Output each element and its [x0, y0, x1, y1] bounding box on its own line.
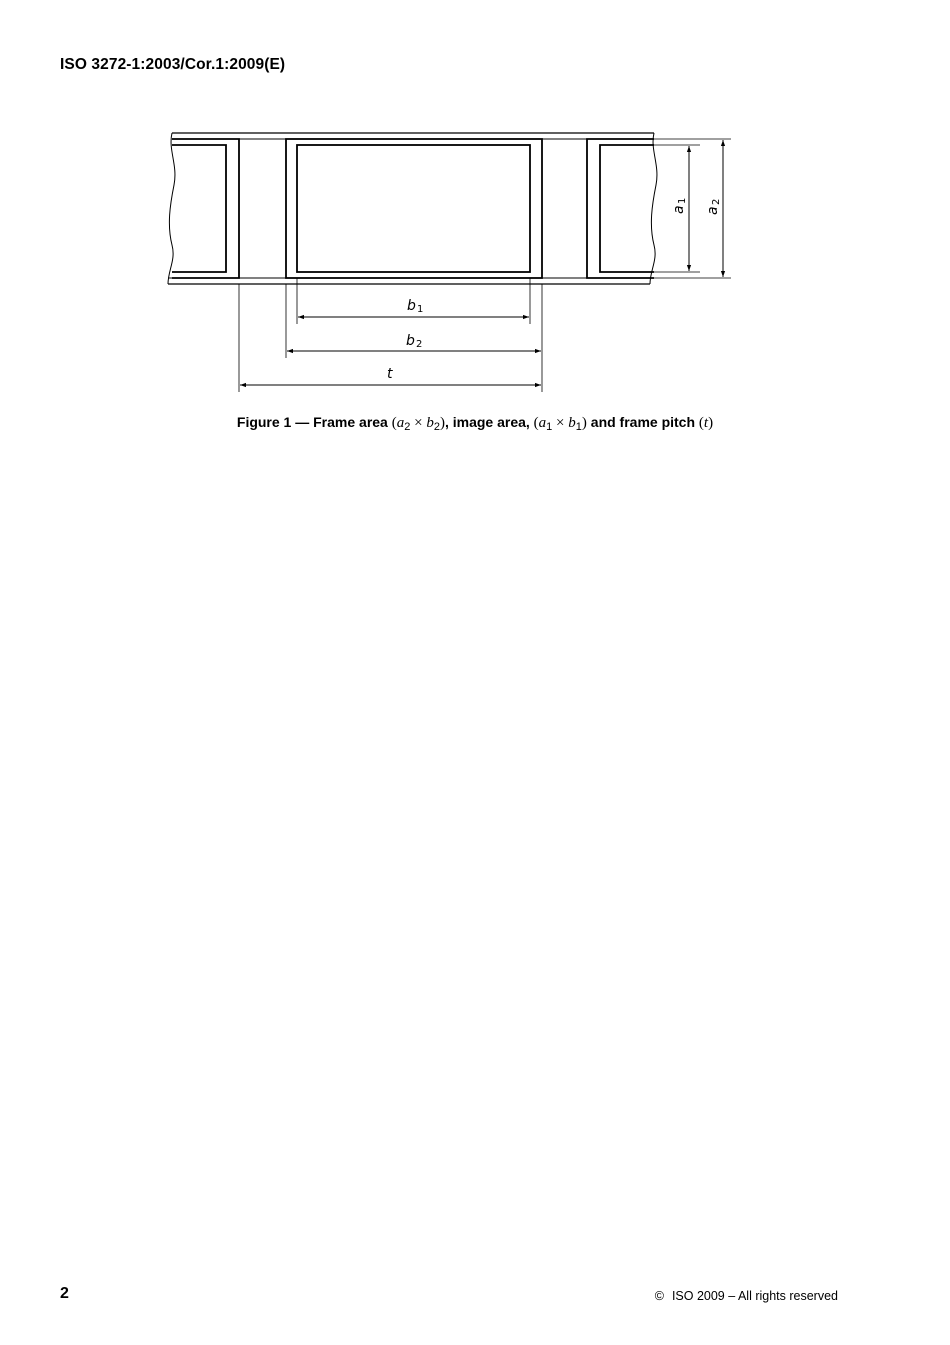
page-number: 2 [60, 1285, 69, 1302]
label-a2 [705, 199, 722, 215]
label-b1 [407, 298, 423, 315]
caption-pitch-formula: (t) [698, 415, 714, 431]
svg-text:b: b [407, 298, 416, 314]
document-header-title: ISO 3272-1:2003/Cor.1:2009(E) [60, 56, 286, 73]
svg-text:a: a [705, 206, 721, 215]
figure-caption [0, 414, 950, 433]
left-break-line [168, 133, 175, 284]
copyright-symbol: © [654, 1289, 664, 1303]
caption-frame-area-formula: $(a_2 \times b_2)$ [391, 415, 445, 433]
svg-text:1: 1 [677, 197, 688, 204]
caption-image-area-formula: $(a_1 \times b_1)$ [533, 415, 587, 433]
caption-middle: , image area, [444, 414, 530, 430]
svg-text:2: 2 [416, 339, 423, 350]
svg-text:2: 2 [711, 198, 722, 205]
label-b2 [406, 333, 422, 350]
right-break-line [650, 133, 657, 284]
label-a1 [671, 198, 688, 214]
copyright-text: ISO 2009 – All rights reserved [671, 1289, 838, 1303]
svg-text:b: b [406, 333, 415, 349]
caption-prefix: Figure 1 — Frame area [236, 414, 388, 430]
film-strip-edges [168, 133, 654, 284]
copyright-notice [655, 1289, 838, 1303]
center-frame [286, 139, 542, 278]
svg-text:1: 1 [417, 304, 424, 315]
frame-diagram [0, 0, 950, 405]
left-frame [172, 139, 239, 278]
svg-text:a: a [671, 205, 687, 214]
caption-suffix: and frame pitch [590, 414, 696, 430]
label-t [387, 366, 393, 382]
svg-text:t: t [387, 366, 393, 382]
right-frame [587, 139, 654, 278]
